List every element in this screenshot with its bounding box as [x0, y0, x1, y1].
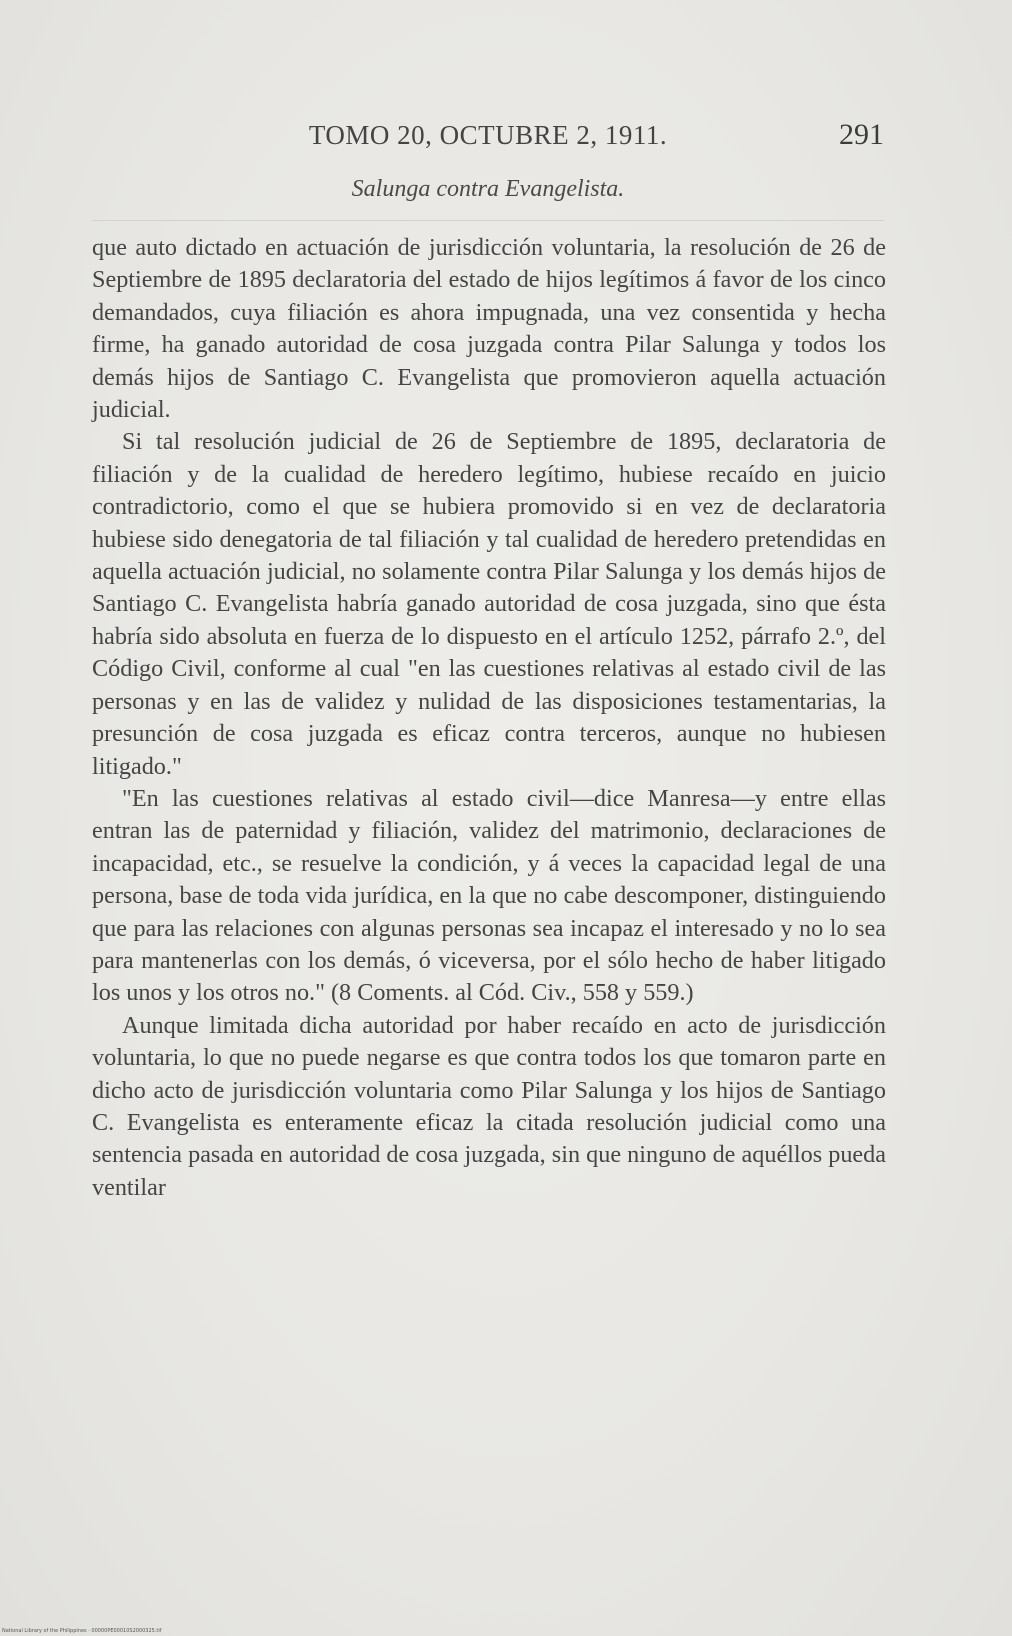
- page-number: 291: [839, 118, 884, 151]
- running-title: TOMO 20, OCTUBRE 2, 1911.: [308, 120, 668, 150]
- paragraph-quotation: "En las cuestiones relativas al estado civil—dice Manresa—y entre ellas entran las de paternidad y filiación, validez del matrimonio, declaraciones de incapacidad, etc., se resuelve la condición, y á veces la capacidad legal de una persona, base de toda vida jurídica, en la que no cabe descomponer, distinguiendo que para las relaciones con algunas personas sea incapaz el interesado y no lo sea para mantenerlas con los demás, ó viceversa, por el sólo hecho de haber litigado los unos y los otros no." (8 Coments. al Cód. Civ., 558 y 559.): [92, 784, 886, 1007]
- page-header: [92, 120, 884, 160]
- paragraph-continuation: que auto dictado en actuación de jurisdicción voluntaria, la resolución de 26 de Septiembre de 1895 declaratoria del estado de hijos legítimos á favor de los cinco demandados, cuya filiación es ahora impugnada, una vez consentida y hecha firme, ha ganado autoridad de cosa juzgada contra Pilar Salunga y todos los demás hijos de Santiago C. Evangelista que promovieron aquella actuación judicial.: [92, 234, 886, 424]
- paragraph: Aunque limitada dicha autoridad por haber recaído en acto de jurisdicción voluntaria, lo que no puede negarse es que contra todos los que tomaron parte en dicho acto de jurisdicción voluntaria como Pilar Salunga y los hijos de Santiago C. Evangelista es enteramente eficaz la citada resolución judicial como una sentencia pasada en autoridad de cosa juzgada, sin que ninguno de aquéllos pueda ventilar: [92, 1011, 886, 1201]
- body-text: [92, 232, 886, 1204]
- paragraph: Si tal resolución judicial de 26 de Septiembre de 1895, declaratoria de filiación y de la cualidad de heredero legítimo, hubiese recaído en juicio contradictorio, como el que se hubiera promovido si en vez de declaratoria hubiese sido denegatoria de tal filiación y tal cualidad de heredero pretendidas en aquella actuación judicial, no solamente contra Pilar Salunga y los demás hijos de Santiago C. Evangelista habría ganado autoridad de cosa juzgada, sino que ésta habría sido absoluta en fuerza de lo dispuesto en el artículo 1252, párrafo 2.º, del Código Civil, conforme al cual "en las cuestiones relativas al estado civil de las personas y en las de validez y nulidad de las disposiciones testamentarias, la presunción de cosa juzgada es eficaz contra terceros, aunque no hubiesen litigado.": [92, 428, 886, 780]
- scan-footer-note: National Library of the Philippines · 00000PE00010S2000325.tif: [2, 1628, 162, 1634]
- case-caption: Salunga contra Evangelista.: [351, 176, 625, 202]
- header-divider: [92, 220, 884, 221]
